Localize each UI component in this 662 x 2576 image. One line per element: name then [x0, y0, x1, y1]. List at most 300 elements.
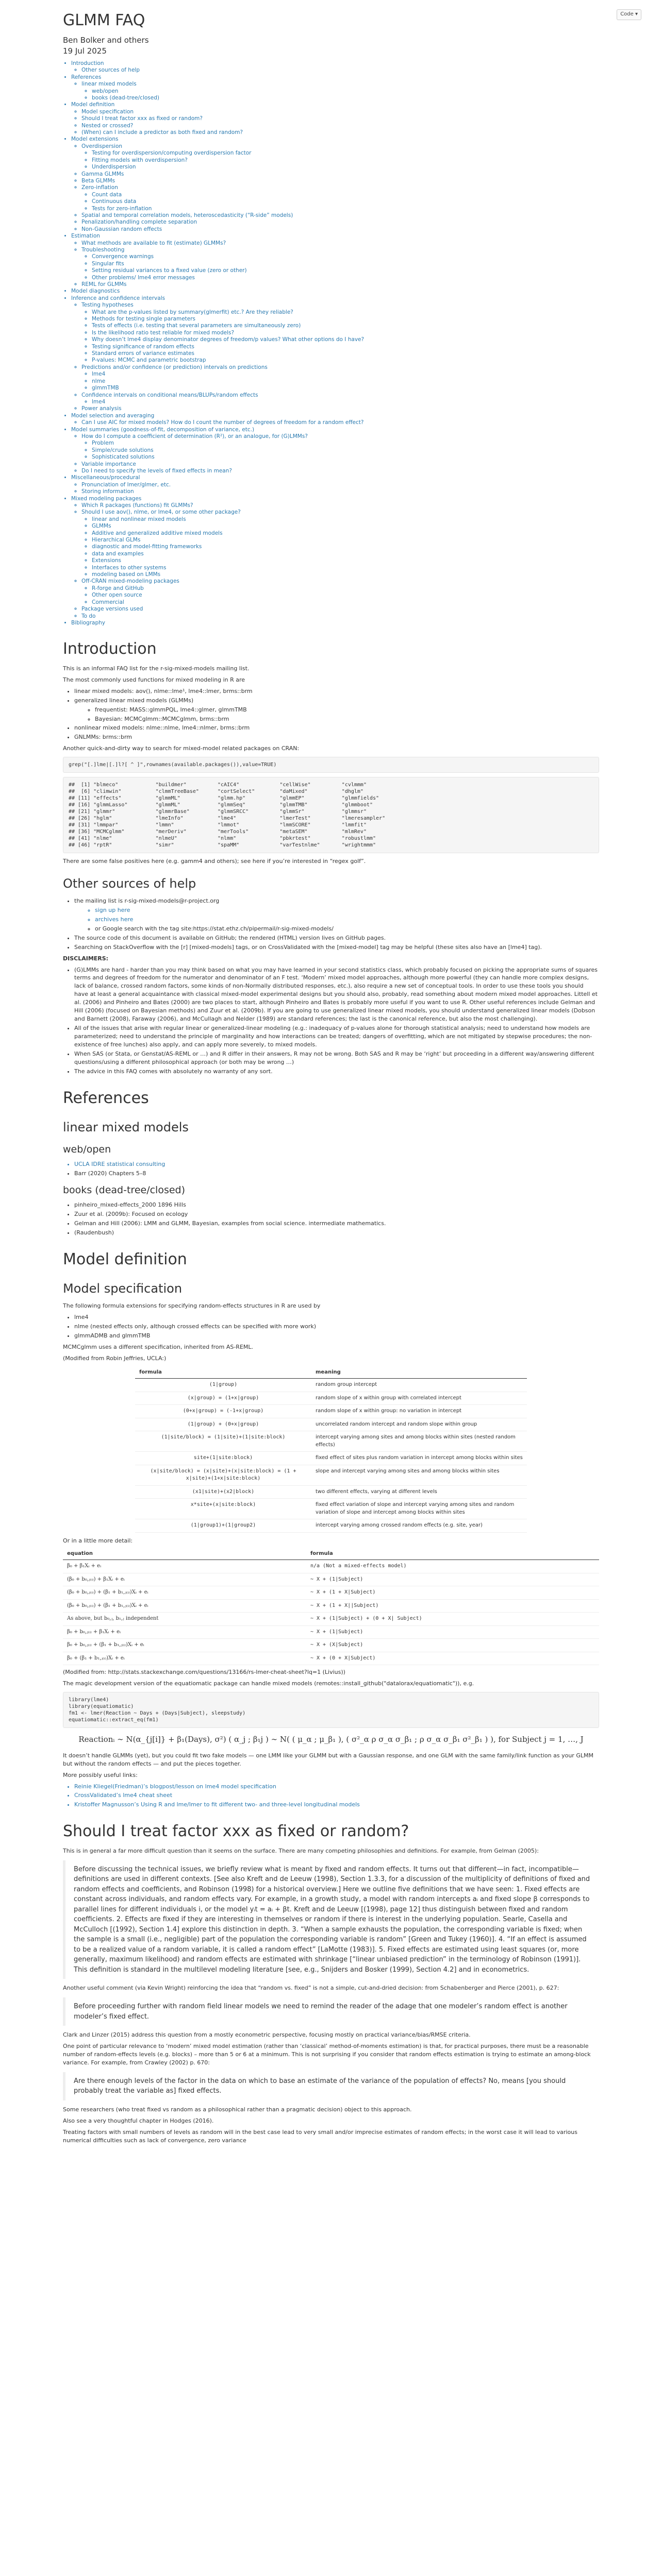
table-row	[135, 1452, 527, 1465]
toc-link[interactable]: Tests for zero-inflation	[92, 205, 152, 212]
toc-link[interactable]: Bibliography	[71, 619, 105, 626]
equation-cell: (β₀ + b₀,ⱼ₍ᵢ₎) + (β₁ + b₁,ⱼ₍ᵢ₎)Xᵢ + eᵢ	[63, 1586, 306, 1600]
toc-link[interactable]: Predictions and/or confidence (or prediction) intervals on predictions	[81, 364, 268, 370]
list-item: • Barr (2020) Chapters 5–8	[74, 1170, 599, 1178]
toc-item	[92, 350, 599, 357]
toc-link[interactable]: Setting residual variances to a fixed value (zero or other)	[92, 267, 247, 274]
list-item: • nonlinear mixed models: nlme::nlme, lme4::nlmer, brms::brm	[74, 724, 599, 732]
spec-paragraph-8: More possibly useful links:	[63, 1771, 138, 1778]
table-header: equation	[63, 1548, 306, 1560]
section-fixed-or-random: Should I treat factor xxx as fixed or random?	[63, 1822, 409, 1841]
intro-paragraph-4: There are some false positives here (e.g. gamm4 and others); see here if you’re interested in “regex golf”.	[63, 858, 366, 865]
fr-paragraph-7: Treating factors with small numbers of levels as random will in the best case lead to very small and/or imprecise estimates of random effects; in the worst case it will lead to various numerical difficulties such as lack of convergence, zero variance	[63, 2128, 577, 2144]
archives-link[interactable]: ◦ archives here	[95, 916, 599, 924]
useful-link[interactable]: • Reinie Kliegel(Friedman)’s blogpost/lesson on lme4 model specification	[74, 1783, 599, 1791]
toc-item	[92, 447, 599, 454]
toc-item	[92, 88, 599, 95]
toc-link[interactable]: Additive and generalized additive mixed models	[92, 530, 223, 536]
fr-paragraph-5: Some researchers (who treat fixed vs random as a philosophical rather than a pragmatic decision) object to this approach.	[63, 2106, 412, 2113]
toc-link[interactable]: Is the likelihood ratio test reliable for mixed models?	[92, 329, 235, 336]
toc-item	[92, 454, 599, 461]
toc-item	[81, 606, 599, 613]
fr-paragraph-6: Also see a very thoughtful chapter in Hodges (2016).	[63, 2117, 214, 2124]
toc-link[interactable]: linear and nonlinear mixed models	[92, 516, 186, 522]
quote-crawley: Are there enough levels of the factor in the data on which to base an estimate of the variance of the population of effects? No, means [you should probably treat the variable as] fixed effects.	[63, 2072, 599, 2100]
toc-link[interactable]: Sophisticated solutions	[92, 454, 155, 461]
toc-item	[81, 281, 599, 288]
toc-list	[81, 371, 599, 392]
toc-link[interactable]: Why doesn’t lme4 display denominator degrees of freedom/p values? What other options do I have?	[92, 336, 365, 343]
table-row	[135, 1405, 527, 1418]
useful-link[interactable]: • Kristoffer Magnusson’s Using R and lme/lmer to fit different two- and three-level longitudinal models	[74, 1801, 599, 1809]
toc-item	[92, 399, 599, 405]
toc-item	[92, 164, 599, 171]
toc-link[interactable]: Gamma GLMMs	[81, 171, 124, 177]
equation-cell: As above, but b₀,ⱼ, b₁,ⱼ independent	[63, 1613, 306, 1626]
toc-item	[92, 150, 599, 157]
list-item: ◦ or Google search with the tag site:https://stat.ethz.ch/pipermail/r-sig-mixed-models/	[95, 925, 599, 933]
toc-link[interactable]: Underdispersion	[92, 164, 136, 171]
toc-item	[92, 537, 599, 544]
table-row	[63, 1573, 599, 1586]
table-row	[63, 1625, 599, 1639]
meaning-cell: two different effects, varying at different levels	[311, 1485, 527, 1499]
toc-item	[92, 267, 599, 274]
toc-item	[71, 413, 599, 427]
formula-cell: (1|site/block) = (1|site)+(1|site:block)	[135, 1431, 311, 1452]
ref-link[interactable]: • UCLA IDRE statistical consulting	[74, 1160, 599, 1168]
fr-paragraph-3: Clark and Linzer (2015) address this question from a mostly econometric perspective, focusing mostly on practical variance/bias/RMSE criteria.	[63, 2031, 471, 2039]
table-header: meaning	[311, 1367, 527, 1379]
section-model-definition: Model definition	[63, 1250, 187, 1268]
toc-item	[92, 371, 599, 378]
toc-link[interactable]: Problem	[92, 440, 114, 447]
toc-item	[81, 212, 599, 219]
quote-schabenberger: Before proceeding further with random field linear models we need to remind the reader of the adage that one modeler’s random effect is another modeler’s fixed effect.	[63, 1997, 599, 2026]
toc-link[interactable]: books (dead-tree/closed)	[92, 95, 159, 101]
list-item: • When SAS (or Stata, or Genstat/AS-REML or …) and R differ in their answers, R may not be wrong. Both SAS and R may be ‘right’ but proceeding in a different way/answering different questions/using a different philosophical approach (or both may be wrong …)	[74, 1050, 599, 1066]
toc-list	[71, 482, 599, 496]
equation-cell: (β₀ + b₀,ⱼ₍ᵢ₎) + β₁Xᵢ + eᵢ	[63, 1573, 306, 1586]
toc-link[interactable]: Simple/crude solutions	[92, 447, 154, 453]
list-item: • The advice in this FAQ comes with absolutely no warranty of any sort.	[74, 1067, 599, 1076]
toc-link[interactable]: Other problems/ lme4 error messages	[92, 274, 195, 281]
toc-list	[71, 81, 599, 101]
toc-item	[71, 427, 599, 475]
toc-link[interactable]: Inference and confidence intervals	[71, 295, 166, 301]
spec-paragraph-2: MCMCglmm uses a different specification, inherited from AS-REML.	[63, 1343, 254, 1350]
toc-link[interactable]: P-values: MCMC and parametric bootstrap	[92, 357, 206, 364]
toc-link[interactable]: data and examples	[92, 550, 144, 557]
toc-link[interactable]: Overdispersion	[81, 143, 123, 149]
list-item: • GNLMMs: brms::brm	[74, 733, 599, 741]
toc-link[interactable]: Extensions	[92, 557, 122, 564]
table-row	[135, 1431, 527, 1452]
book-refs	[63, 1201, 599, 1237]
toc-link[interactable]: Nested or crossed?	[81, 122, 134, 129]
toc-link[interactable]: Singular fits	[92, 260, 124, 267]
toc-item	[81, 109, 599, 115]
list-item: • Zuur et al. (2009b): Focused on ecology	[74, 1210, 599, 1218]
toc-link[interactable]: lme4	[92, 398, 106, 405]
date: 19 Jul 2025	[63, 46, 107, 56]
toc-link[interactable]: Beta GLMMs	[81, 177, 115, 184]
formula-cell: (1|group) + (0+x|group)	[135, 1418, 311, 1431]
list-item: • (G)LMMs are hard - harder than you may think based on what you may have learned in your second statistics class, which probably focused on picking the appropriate sums of squares terms and degrees of freedom for the numerator and denominator of an F test. ‘Modern’ mixed model approaches, although more powerful (they can handle more complex designs, lack of balance, crossed random factors, some kinds of non-Normally distributed responses, etc.), also require a new set of conceptual tools. In order to use these tools you should have at least a general acquaintance with classical mixed-model experimental designs but you should also, probably, read something about modern mixed model approaches. Littell et al. (2006) and Pinheiro and Bates (2000) are two places to start, although Pinheiro and Bates is probably more useful if you want to use R. Other useful references include Gelman and Hill (2006) (focused on Bayesian methods) and Zuur et al. (2009b). If you are going to use generalized linear mixed models, you should understand generalized linear models (Dobson and Barnett (2008), Faraway (2006), and McCullagh and Nelder (1989) are standard references; the last is the canonical reference, but also the most challenging).	[74, 966, 599, 1024]
toc-item	[92, 198, 599, 205]
toc-list	[81, 150, 599, 171]
fr-paragraph-2: Another useful comment (via Kevin Wright) reinforcing the idea that “random vs. fixed” is not a simple, cut-and-dried decision: from Schabenberger and Pierce (2001), p. 627:	[63, 1985, 559, 1992]
meaning-cell: random group intercept	[311, 1379, 527, 1392]
toc-item	[92, 523, 599, 530]
spec-paragraph-1: The following formula extensions for specifying random-effects structures in R are used by	[63, 1302, 321, 1310]
table-row	[63, 1586, 599, 1600]
toc-list	[81, 88, 599, 102]
formula-cell: ~ X + (1 + X|Subject)	[306, 1586, 599, 1600]
toc-item	[81, 613, 599, 620]
signup-link[interactable]: ◦ sign up here	[95, 906, 599, 914]
formula-cell: (x|site/block) = (x|site)+(x|site:block) = (1 + x|site)+(1+x|site:block)	[135, 1465, 311, 1485]
toc-link[interactable]: Mixed modeling packages	[71, 495, 142, 502]
page-title: GLMM FAQ	[63, 11, 145, 29]
toc-link[interactable]: Interfaces to other systems	[92, 564, 167, 571]
toc-item	[81, 123, 599, 129]
toc-item	[92, 330, 599, 336]
toc-link[interactable]: Zero-inflation	[81, 184, 118, 191]
toc-item	[92, 592, 599, 599]
toc-item	[92, 385, 599, 392]
toc-item	[81, 184, 599, 212]
fr-paragraph-1: This is in general a far more difficult question than it seems on the surface. There are many competing philosophies and definitions. For example, from Gelman (2005):	[63, 1847, 539, 1854]
meaning-cell: intercept varying among sites and among blocks within sites (nested random effects)	[311, 1431, 527, 1452]
display-equation: Reactionᵢ ∼ N(α_{j[i]} + β₁(Days), σ²) ( α_j ; β₁j ) ∼ N( ( μ_α ; μ_β₁ ), ( σ²_α ρ σ_α σ_β₁ ; ρ σ_α σ_β₁ σ²_β₁ ) ), for Subject j = 1, …, J	[78, 1734, 584, 1744]
table-header: formula	[135, 1367, 311, 1379]
formula-cell: ~ X + (0 + X|Subject)	[306, 1652, 599, 1665]
equation-cell: β₀ + (β₁ + b₁,ⱼ₍ᵢ₎)Xᵢ + eᵢ	[63, 1652, 306, 1665]
toc-list	[71, 433, 599, 474]
toc-link[interactable]: Model diagnostics	[71, 288, 120, 295]
table-row	[135, 1499, 527, 1519]
equation-cell: (β₀ + b₀,ⱼ₍ᵢ₎) + (β₁ + b₁,ⱼ₍ᵢ₎)Xᵢ + eᵢ	[63, 1599, 306, 1613]
toc-item	[92, 544, 599, 550]
meaning-cell: fixed effect of sites plus random variation in intercept among blocks within sites	[311, 1452, 527, 1465]
list-item: • glmmADMB and glmmTMB	[74, 1332, 599, 1340]
toc-link[interactable]: Standard errors of variance estimates	[92, 350, 195, 357]
toc-item	[81, 392, 599, 406]
toc-item	[71, 295, 599, 413]
list-item: ◦ frequentist: MASS::glmmPQL, lme4::glmer, glmmTMB	[95, 706, 599, 714]
toc-link[interactable]: Do I need to specify the levels of fixed effects in mean?	[81, 467, 232, 474]
formula-cell: ~ X + (1 + X||Subject)	[306, 1599, 599, 1613]
toc-item	[81, 67, 599, 74]
toc-link[interactable]: Testing significance of random effects	[92, 343, 194, 350]
toc-item	[71, 288, 599, 295]
section-introduction: Introduction	[63, 640, 157, 658]
toc-list	[71, 240, 599, 289]
formula-table	[135, 1367, 527, 1533]
toc-link[interactable]: linear mixed models	[81, 81, 137, 88]
toc-item	[92, 261, 599, 267]
toc-item	[81, 171, 599, 178]
toc-list	[71, 67, 599, 74]
author: Ben Bolker and others	[63, 35, 149, 45]
toc-item	[92, 565, 599, 571]
formula-cell: (x1|site)+(x2|block)	[135, 1485, 311, 1499]
toc-link[interactable]: To do	[81, 613, 96, 619]
toc-link[interactable]: Estimation	[71, 233, 100, 240]
toc-item	[92, 316, 599, 323]
formula-cell: (1|group1)+(1|group2)	[135, 1519, 311, 1533]
toc-link[interactable]: diagnostic and model-fitting frameworks	[92, 544, 202, 550]
meaning-cell: random slope of x within group with correlated intercept	[311, 1392, 527, 1405]
toc-list	[63, 60, 599, 626]
toc-item	[92, 585, 599, 592]
list-item: • The source code of this document is available on GitHub; the rendered (HTML) version lives on GitHub pages.	[74, 934, 599, 942]
toc-item	[92, 599, 599, 606]
meaning-cell: uncorrelated random intercept and random slope within group	[311, 1418, 527, 1431]
useful-link[interactable]: • CrossValidated’s lme4 cheat sheet	[74, 1791, 599, 1800]
toc-link[interactable]: GLMMs	[92, 523, 111, 530]
toc-item	[81, 509, 599, 578]
toc-link[interactable]: Model specification	[81, 108, 134, 115]
disclaimers-label: DISCLAIMERS:	[63, 955, 109, 962]
toc-link[interactable]: How do I compute a coefficient of determination (R²), or an analogue, for (G)LMMs?	[81, 433, 308, 439]
toc-item	[81, 143, 599, 171]
toc-list	[81, 585, 599, 606]
list-item: • Searching on StackOverflow with the [r] [mixed-models] tags, or on CrossValidated with the [mixed-model] tag may be helpful (these sites also have an [lme4] tag).	[74, 943, 599, 952]
toc-link[interactable]: nlme	[92, 378, 106, 384]
code-block: library(lme4) library(equatiomatic) fm1 <- lmer(Reaction ~ Days + (Days|Subject), sleepstudy) equatiomatic::extract_eq(fm1)	[63, 1692, 599, 1728]
toc-item	[81, 226, 599, 233]
toc-link[interactable]: Should I use aov(), nlme, or lme4, or some other package?	[81, 509, 241, 516]
toc-item	[92, 378, 599, 385]
toc-link[interactable]: Miscellaneous/procedural	[71, 474, 140, 481]
toc-item	[81, 405, 599, 412]
toc-link[interactable]: Methods for testing single parameters	[92, 316, 196, 323]
meaning-cell: fixed effect variation of slope and intercept varying among sites and random variation of slope and intercept among blocks within sites	[311, 1499, 527, 1519]
toc-link[interactable]: Testing for overdispersion/computing overdispersion factor	[92, 150, 252, 157]
toc-item	[71, 101, 599, 136]
toc-link[interactable]: Non-Gaussian random effects	[81, 226, 162, 232]
toc-item	[92, 157, 599, 164]
toc-link[interactable]: Storing information	[81, 488, 134, 495]
toc-link[interactable]: Which R packages (functions) fit GLMMs?	[81, 502, 193, 509]
list-item: • linear mixed models: aov(), nlme::lme¹, lme4::lmer, brms::brm	[74, 687, 599, 696]
toc-link[interactable]: glmmTMB	[92, 385, 119, 392]
toc-link[interactable]: R-forge and GitHub	[92, 585, 144, 591]
list-item: • (Raudenbush)	[74, 1229, 599, 1237]
toc-link[interactable]: Penalization/handling complete separation	[81, 219, 197, 226]
toc-item	[92, 192, 599, 198]
toc-item	[71, 474, 599, 495]
toc-link[interactable]: Other sources of help	[81, 67, 140, 74]
toc-item	[81, 129, 599, 136]
equation-table	[63, 1548, 599, 1666]
toc-link[interactable]: Should I treat factor xxx as fixed or random?	[81, 115, 203, 122]
toc-link[interactable]: web/open	[92, 88, 119, 94]
toc-item	[81, 219, 599, 226]
code-block: grep("[.]lme|[.]l?[ ^ ]",rownames(available.packages()),value=TRUE)	[63, 757, 599, 773]
toc-item	[92, 336, 599, 343]
table-row	[63, 1599, 599, 1613]
toc-item	[81, 488, 599, 495]
table-row	[63, 1560, 599, 1573]
list-item: ◦ Bayesian: MCMCglmm::MCMCglmm, brms::brm	[95, 715, 599, 723]
toc-link[interactable]: What are the p-values listed by summary(glmerfit) etc.? Are they reliable?	[92, 309, 293, 315]
intro-paragraph-3: Another quick-and-dirty way to search for mixed-model related packages on CRAN:	[63, 745, 300, 752]
toc-item	[81, 240, 599, 247]
toc-link[interactable]: Hierarchical GLMs	[92, 537, 141, 544]
help-list	[63, 897, 599, 952]
list-item: • nlme (nested effects only, although crossed effects can be specified with more work)	[74, 1323, 599, 1331]
toc-item	[81, 433, 599, 461]
toc-link[interactable]: Convergence warnings	[92, 253, 154, 260]
section-other-sources: Other sources of help	[63, 876, 196, 891]
toc-link[interactable]: Introduction	[71, 60, 104, 66]
table-of-contents	[63, 60, 599, 626]
toc-list	[71, 109, 599, 137]
toc-item	[92, 323, 599, 329]
formula-cell: (x|group) = (1+x|group)	[135, 1392, 311, 1405]
toc-item	[92, 530, 599, 537]
toc-link[interactable]: lme4	[92, 371, 106, 378]
toc-link[interactable]: Power analysis	[81, 405, 122, 412]
table-row	[135, 1465, 527, 1485]
subsection-books: books (dead-tree/closed)	[63, 1184, 186, 1196]
table-row	[135, 1379, 527, 1392]
toc-list	[71, 302, 599, 413]
toc-item	[81, 81, 599, 101]
toc-link[interactable]: modeling based on LMMs	[92, 571, 161, 578]
list-item: • pinheiro_mixed-effects_2000 1896 Hills	[74, 1201, 599, 1209]
toc-list	[81, 516, 599, 579]
equation-cell: β₀ + b₀,ⱼ₍ᵢ₎ + (β₁ + b₁,ⱼ₍ᵢ₎)Xᵢ + eᵢ	[63, 1639, 306, 1652]
formula-cell: ~ X + (1|Subject) + (0 + X| Subject)	[306, 1613, 599, 1626]
subsection-web: web/open	[63, 1144, 111, 1156]
toc-item	[71, 136, 599, 233]
toc-link[interactable]: Package versions used	[81, 606, 143, 613]
toc-list	[71, 143, 599, 233]
page-content	[63, 0, 599, 2148]
formula-cell: x*site+(x|site:block)	[135, 1499, 311, 1519]
toc-link[interactable]: Pronunciation of lmer/glmer, etc.	[81, 481, 171, 488]
useful-links	[63, 1783, 599, 1809]
equation-cell: β₀ + b₀,ⱼ₍ᵢ₎ + β₁Xᵢ + eᵢ	[63, 1625, 306, 1639]
toc-item	[92, 557, 599, 564]
toc-link[interactable]: Fitting models with overdispersion?	[92, 157, 188, 163]
toc-link[interactable]: Continuous data	[92, 198, 137, 205]
toc-link[interactable]: Testing hypotheses	[81, 302, 134, 309]
toc-item	[92, 551, 599, 557]
toc-item	[92, 253, 599, 260]
toc-link[interactable]: Spatial and temporal correlation models, heteroscedasticity (“R-side” models)	[81, 212, 293, 218]
toc-item	[81, 578, 599, 606]
formula-cell: ~ X + (X|Subject)	[306, 1639, 599, 1652]
toc-link[interactable]: Count data	[92, 191, 122, 198]
section-references: References	[63, 1089, 149, 1107]
spec-paragraph-6: The magic development version of the equatiomatic package can handle mixed models (remotes::install_github("datalorax/equatiomatic")), e.g.	[63, 1680, 474, 1687]
toc-link[interactable]: Other open source	[92, 592, 142, 599]
toc-link[interactable]: Variable importance	[81, 461, 136, 467]
table-row	[135, 1485, 527, 1499]
meaning-cell: intercept varying among crossed random effects (e.g. site, year)	[311, 1519, 527, 1533]
toc-link[interactable]: Model summaries (goodness-of-fit, decomposition of variance, etc.)	[71, 426, 255, 433]
table-row	[63, 1613, 599, 1626]
toc-item	[71, 620, 599, 626]
toc-link[interactable]: REML for GLMMs	[81, 281, 127, 287]
spec-paragraph-7: It doesn’t handle GLMMs (yet), but you could fit two fake models — one LMM like your GLMM but with a Gaussian response, and one GLM with the same family/link function as your GLMM but without the random effects — and put the pieces together.	[63, 1752, 593, 1767]
toc-item	[81, 302, 599, 364]
toc-item	[81, 468, 599, 474]
web-refs	[63, 1160, 599, 1178]
toc-link[interactable]: Can I use AIC for mixed models? How do I count the number of degrees of freedom for a random effect?	[81, 419, 364, 426]
spec-paragraph-3: (Modified from Robin Jeffries, UCLA:)	[63, 1354, 167, 1362]
toc-item	[81, 502, 599, 509]
toc-link[interactable]: Tests of effects (i.e. testing that several parameters are simultaneously zero)	[92, 323, 301, 329]
toc-item	[81, 115, 599, 122]
list-item: • generalized linear mixed models (GLMMs) ◦ frequentist: MASS::glmmPQL, lme4::glmer, glmmTMB ◦ Bayesian: MCMCglmm::MCMCglmm, brms::brm	[74, 697, 599, 723]
toc-item	[92, 357, 599, 364]
toc-link[interactable]: (When) can I include a predictor as both fixed and random?	[81, 129, 243, 136]
toc-link[interactable]: Commercial	[92, 599, 124, 605]
list-item: • All of the issues that arise with regular linear or generalized-linear modeling (e.g.: inadequacy of p-values alone for thorough statistical analysis; need to understand how models are parameterized; need to understand the principle of marginality and how interactions can be treated; dangers of overfitting, which are not mitigated by stepwise procedures; the non-existence of free lunches) also apply, and can apply more severely, to mixed models.	[74, 1024, 599, 1049]
toc-item	[71, 496, 599, 620]
toc-item	[92, 309, 599, 316]
list-item: • Gelman and Hill (2006): LMM and GLMM, Bayesian, examples from social science. intermediate mathematics.	[74, 1219, 599, 1228]
table-row	[135, 1519, 527, 1533]
toc-item	[81, 364, 599, 392]
toc-item	[81, 178, 599, 184]
toc-link[interactable]: References	[71, 74, 102, 80]
toc-list	[81, 440, 599, 461]
toc-link[interactable]: Off-CRAN mixed-modeling packages	[81, 578, 179, 585]
table-row	[63, 1639, 599, 1652]
disclaimer-list	[63, 966, 599, 1076]
formula-cell: (0+x|group) = (-1+x|group)	[135, 1405, 311, 1418]
formula-cell: (1|group)	[135, 1379, 311, 1392]
toc-link[interactable]: Confidence intervals on conditional means/BLUPs/random effects	[81, 392, 258, 398]
toc-item	[81, 461, 599, 468]
toc-item	[71, 233, 599, 288]
toc-item	[92, 275, 599, 281]
formula-cell: ~ X + (1|Subject)	[306, 1625, 599, 1639]
function-list	[63, 687, 599, 742]
table-row	[135, 1418, 527, 1431]
toc-item	[92, 571, 599, 578]
toc-list	[81, 253, 599, 281]
toc-link[interactable]: Troubleshooting	[81, 246, 125, 253]
meaning-cell: random slope of x within group: no variation in intercept	[311, 1405, 527, 1418]
equation-cell: β₀ + β₁Xᵢ + eᵢ	[63, 1560, 306, 1573]
toc-link[interactable]: Model extensions	[71, 136, 119, 143]
spec-paragraph-4: Or in a little more detail:	[63, 1537, 133, 1544]
code-menu-button[interactable]: Code ▾	[617, 9, 641, 20]
toc-list	[81, 399, 599, 405]
intro-paragraph-1: This is an informal FAQ list for the r-sig-mixed-models mailing list.	[63, 665, 250, 672]
toc-item	[92, 206, 599, 212]
list-item: • lme4	[74, 1313, 599, 1321]
toc-link[interactable]: Model definition	[71, 101, 115, 108]
toc-item	[81, 419, 599, 426]
code-output: ## [1] "blmeco" "buildmer" "cAIC4" "cellWise" "cvlmmm" ## [6] "climwin" "clmmTreeBase" "cortSelect" "daMixed" "dhglm" ## [11] "effects" "glmmML" "glmm.hp" "glmmEP" "glmmfields" ## [16] "glmmLasso" "glmmML" "glmmSeq" "glmmTMB" "glmmboot" ## [21] "glmmr" "glmmrBase" "glmmSRCC" "glmmSr" "glmmsr" ## [26] "hglm" "lmeInfo" "lme4" "lmerTest" "lmeresampler" ## [31] "lmmpar" "lmmn" "lmmot" "lmmSCORE" "lmmfit" ## [36] "MCMCglmm" "merDeriv" "merTools" "metaSEM" "mlmRev" ## [41] "nlme" "nlmeU" "nlmm" "pbkrtest" "robustlmm" ## [46] "rptR" "simr" "spaMM" "varTestnlme" "wrightmmm"	[63, 777, 599, 853]
toc-list	[81, 309, 599, 364]
toc-link[interactable]: Model selection and averaging	[71, 412, 155, 419]
toc-link[interactable]: What methods are available to fit (estimate) GLMMs?	[81, 240, 226, 246]
toc-list	[71, 502, 599, 620]
toc-item	[71, 74, 599, 102]
meaning-cell: slope and intercept varying among sites and among blocks within sites	[311, 1465, 527, 1485]
table-row	[63, 1652, 599, 1665]
